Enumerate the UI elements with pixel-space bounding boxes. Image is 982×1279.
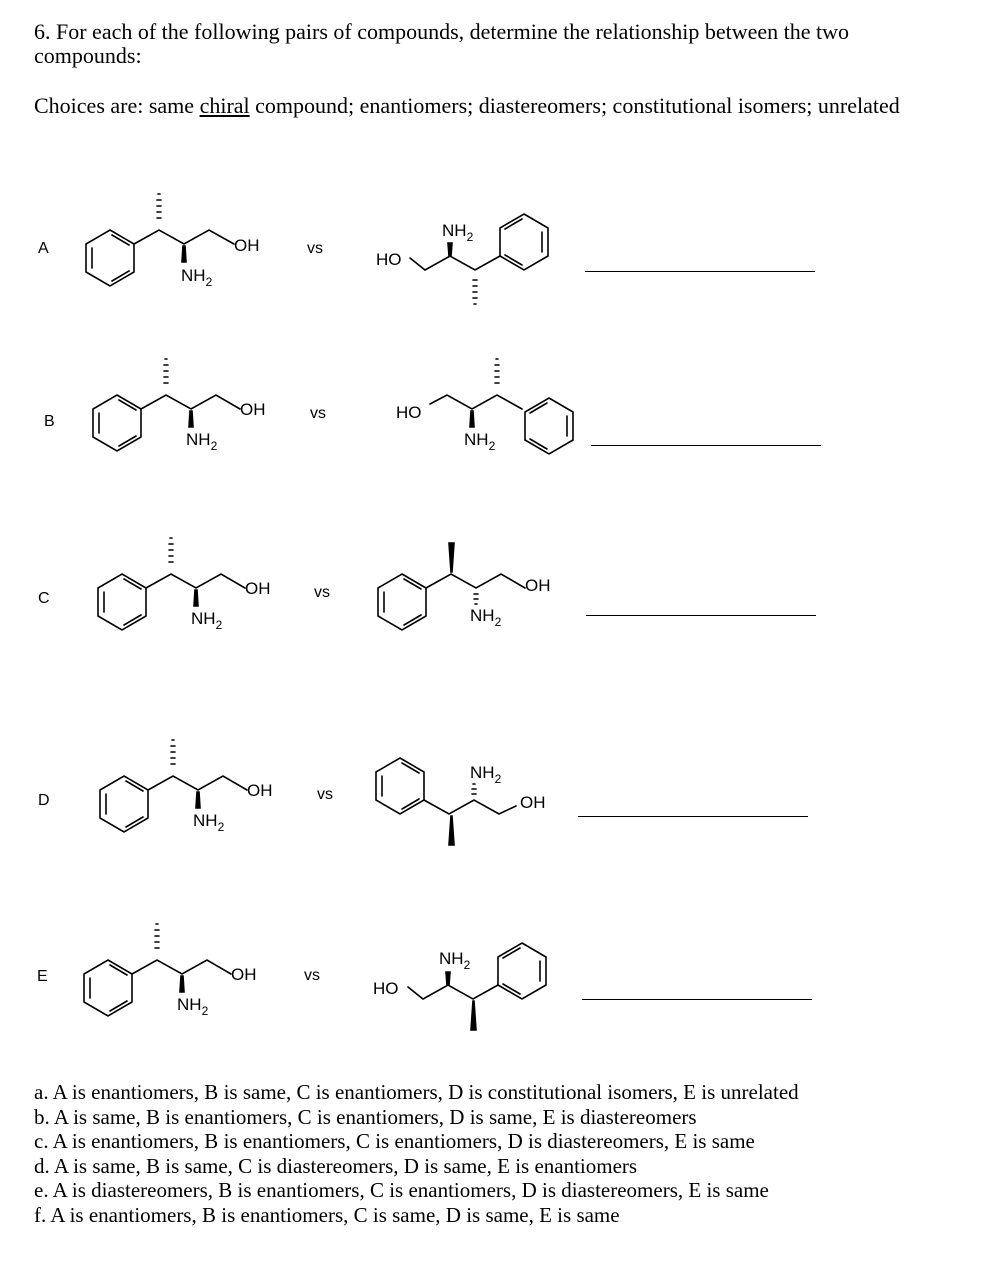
nh2-label-a-left: $NH_2$ (181, 266, 213, 289)
row-label-d: D (38, 792, 50, 809)
oh-label-c-right: OH (525, 576, 551, 595)
wedge-bond (180, 976, 184, 992)
nh2-label-d-right: $NH_2$ (470, 763, 502, 786)
wedge-bond (196, 792, 200, 808)
oh-label-b-left: OH (240, 400, 266, 419)
ho-label-b-right: HO (396, 403, 422, 422)
answer-option-a[interactable]: a. A is enantiomers, B is same, C is enantiomers, D is constitutional isomers, E is unrelated (34, 1080, 799, 1104)
ho-label-a-right: HO (376, 250, 402, 269)
benzene-ring-icon (378, 574, 426, 630)
row-label-a: A (38, 240, 49, 257)
nh2-label-e-left: $NH_2$ (177, 995, 209, 1018)
nh2-label-a-right: $NH_2$ (442, 221, 474, 244)
structure-d-left (100, 740, 247, 832)
answer-option-d[interactable]: d. A is same, B is same, C is diastereomers, D is same, E is enantiomers (34, 1153, 638, 1178)
oh-label-d-left: OH (247, 781, 273, 800)
wedge-bond (470, 411, 474, 427)
wedge-bond (471, 1001, 476, 1030)
question-text: 6. For each of the following pairs of compounds, determine the relationship between the two compounds: (34, 19, 850, 68)
benzene-ring-icon (86, 230, 134, 286)
answer-option-f[interactable]: f. A is enantiomers, B is enantiomers, C is same, D is same, E is same (34, 1202, 620, 1227)
structure-a-right (410, 214, 548, 304)
choices-suffix: compound; enantiomers; diastereomers; constitutional isomers; unrelated (249, 93, 900, 118)
vs-label-b: vs (310, 405, 326, 422)
structure-e-right (408, 943, 546, 1030)
oh-label-c-left: OH (245, 579, 271, 598)
hashed-bond (169, 538, 173, 562)
answer-option-c[interactable]: c. A is enantiomers, B is enantiomers, C is enantiomers, D is diastereomers, E is same (34, 1129, 755, 1153)
wedge-bond (194, 590, 198, 606)
nh2-label-d-left: $NH_2$ (193, 811, 225, 834)
wedge-bond (449, 816, 454, 845)
hashed-bond (474, 594, 478, 604)
benzene-ring-icon (98, 574, 146, 630)
hashed-bond (164, 359, 168, 383)
vs-label-a: vs (307, 240, 323, 257)
vs-label-e: vs (304, 967, 320, 984)
hashed-bond (473, 280, 477, 304)
structure-c-right (378, 543, 525, 630)
nh2-label-c-right: $NH_2$ (470, 606, 502, 629)
structure-c-left (98, 538, 245, 630)
choices-underlined-word: chiral (199, 93, 250, 118)
hashed-bond (472, 784, 476, 794)
vs-label-d: vs (317, 786, 333, 803)
hashed-bond (495, 359, 499, 383)
wedge-bond (449, 543, 454, 572)
hashed-bond (157, 194, 161, 218)
answer-option-e[interactable]: e. A is diastereomers, B is enantiomers, C is enantiomers, D is diastereomers, E is same (34, 1178, 769, 1202)
oh-label-e-left: OH (231, 965, 257, 984)
oh-label-d-right: OH (520, 793, 546, 812)
nh2-label-b-left: $NH_2$ (186, 430, 218, 453)
wedge-bond (182, 246, 186, 262)
answer-options (34, 1080, 934, 1227)
benzene-ring-icon (500, 214, 548, 270)
structure-a-left (86, 194, 234, 286)
row-label-c: C (38, 590, 50, 607)
answer-option-b[interactable]: b. A is same, B is enantiomers, C is enantiomers, D is same, E is diastereomers (34, 1104, 697, 1129)
benzene-ring-icon (100, 776, 148, 832)
benzene-ring-icon (93, 395, 141, 451)
row-label-e: E (37, 968, 48, 985)
hashed-bond (171, 740, 175, 764)
benzene-ring-icon (525, 398, 573, 454)
choices-prefix: Choices are: same (34, 93, 200, 118)
nh2-label-b-right: $NH_2$ (464, 430, 496, 453)
ho-label-e-right: HO (373, 979, 399, 998)
wedge-bond (189, 411, 193, 427)
nh2-label-c-left: $NH_2$ (191, 609, 223, 632)
benzene-ring-icon (498, 943, 546, 999)
hashed-bond (155, 924, 159, 948)
wedge-bond (446, 972, 450, 985)
wedge-bond (448, 243, 452, 256)
structure-b-left (93, 359, 240, 451)
oh-label-a-left: OH (234, 236, 260, 255)
benzene-ring-icon (376, 758, 424, 814)
row-label-b: B (44, 413, 55, 430)
nh2-label-e-right: $NH_2$ (439, 949, 471, 972)
vs-label-c: vs (314, 584, 330, 601)
structure-e-left (84, 924, 231, 1016)
structure-b-right (430, 359, 573, 454)
benzene-ring-icon (84, 960, 132, 1016)
